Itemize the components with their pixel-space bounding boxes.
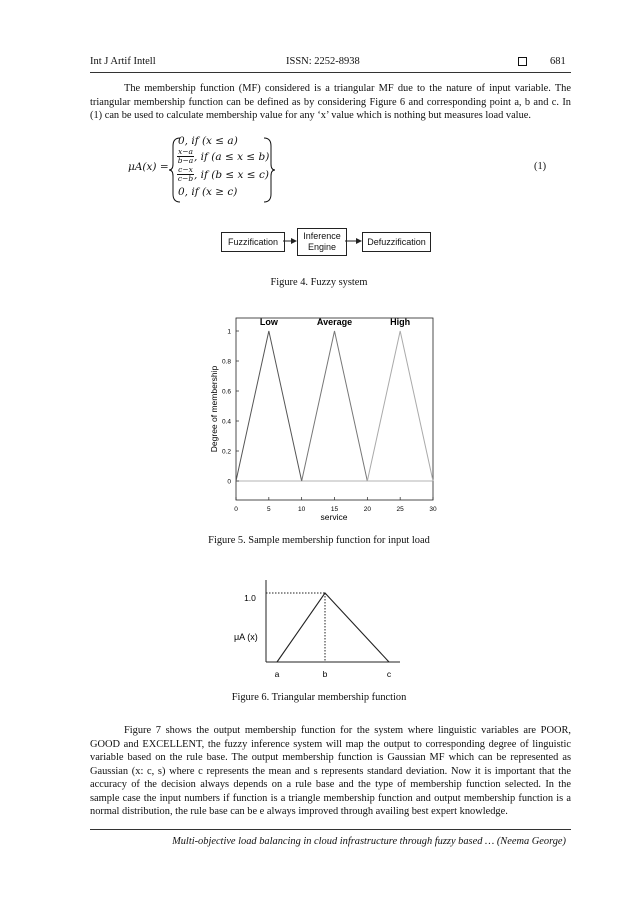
paragraph-1: [90, 82, 571, 123]
x-label-c: c: [386, 669, 392, 679]
issn: ISSN: 2252-8938: [286, 56, 360, 67]
figure-4-caption: Figure 4. Fuzzy system: [270, 277, 368, 288]
x-tick-label: 20: [363, 506, 371, 513]
equation-case-1: 0, if (x ≤ a): [178, 135, 238, 147]
equation-case-3-fraction: [177, 166, 194, 183]
series-label-low: Low: [259, 317, 278, 327]
x-tick-label: 25: [396, 506, 404, 513]
fraction-numerator: x−a: [178, 147, 193, 156]
series-label-high: High: [390, 317, 411, 327]
figure-6-chart: [230, 580, 410, 690]
y-tick-label: 0.8: [221, 358, 231, 366]
y-tick-label: 0: [227, 478, 231, 486]
peak-label: 1.0: [244, 593, 256, 603]
equation-case-2-condition: , if (a ≤ x ≤ b): [194, 151, 270, 163]
equation-case-4: 0, if (x ≥ c): [178, 186, 238, 198]
x-tick-label: 30: [429, 506, 437, 513]
series-label-average: Average: [316, 317, 353, 327]
equation-case-2-fraction: [177, 148, 194, 165]
defuzzification-box: Defuzzification: [362, 232, 431, 252]
paragraph-2: [90, 724, 571, 819]
y-tick-label: 1: [227, 328, 231, 336]
y-tick-label: 0.4: [221, 418, 231, 426]
figure-6-caption: Figure 6. Triangular membership function: [231, 692, 407, 703]
x-tick-label: 15: [330, 506, 339, 513]
page-number: 681: [550, 56, 566, 67]
fuzzification-box: Fuzzification: [221, 232, 285, 252]
y-tick-label: 0.2: [221, 448, 231, 456]
square-icon: [518, 57, 527, 66]
fraction-numerator: c−x: [178, 165, 193, 174]
triangle-membership-line: [277, 593, 389, 662]
equation-case-3-condition: , if (b ≤ x ≤ c): [194, 169, 269, 181]
x-tick-label: 10: [298, 506, 306, 513]
x-tick-label: 0: [234, 506, 238, 513]
y-tick-label: 0.6: [221, 388, 231, 396]
paragraph-1-text: The membership function (MF) considered is a triangular MF due to the nature of input variable. The triangular membership function can be defined as by considering Figure 6 and corresponding point a, b and c. In (1) can be used to calculate membership value for any ‘x’ value which is nothing but measures load value.: [90, 83, 571, 121]
inference-engine-box: Inference Engine: [297, 228, 347, 256]
paragraph-2-text: Figure 7 shows the output membership function for the system where linguistic variables are POOR, GOOD and EXCELLENT, the fuzzy inference system will map the output to corresponding degree of linguistic variable based on the rule base. The output membership function is Gaussian MF which can be represented as Gaussian (x: c, s) where c represents the mean and s represents standard deviation. Now it is important that the accuracy of the decision always depends on a rule base and the type of membership function selected. In the sample case the input numbers if function is a triangle membership function and output membership function is a normal distribution, the rule base can be e always improved through availing best expert knowledge.: [90, 725, 571, 817]
footer-rule: [90, 829, 571, 830]
equation-lhs: μA(x) =: [128, 161, 169, 173]
figure-5-caption: Figure 5. Sample membership function for input load: [208, 535, 430, 546]
x-label-a: a: [274, 669, 280, 679]
equation-number: (1): [534, 161, 547, 172]
journal-name: Int J Artif Intell: [90, 56, 156, 67]
header-rule: [90, 72, 571, 73]
fraction-denominator: b−a: [177, 156, 194, 165]
figure-5-chart: [200, 310, 450, 525]
x-axis-label: service: [320, 512, 348, 522]
y-axis-label: Degree of membership: [209, 365, 219, 453]
running-footer: Multi-objective load balancing in cloud infrastructure through fuzzy based … (Neema George): [172, 836, 566, 847]
flow-arrows: [283, 236, 363, 246]
fraction-denominator: c−b: [177, 174, 194, 183]
x-label-b: b: [322, 669, 328, 679]
mu-label: μA (x): [234, 632, 258, 642]
x-tick-label: 5: [267, 506, 271, 513]
